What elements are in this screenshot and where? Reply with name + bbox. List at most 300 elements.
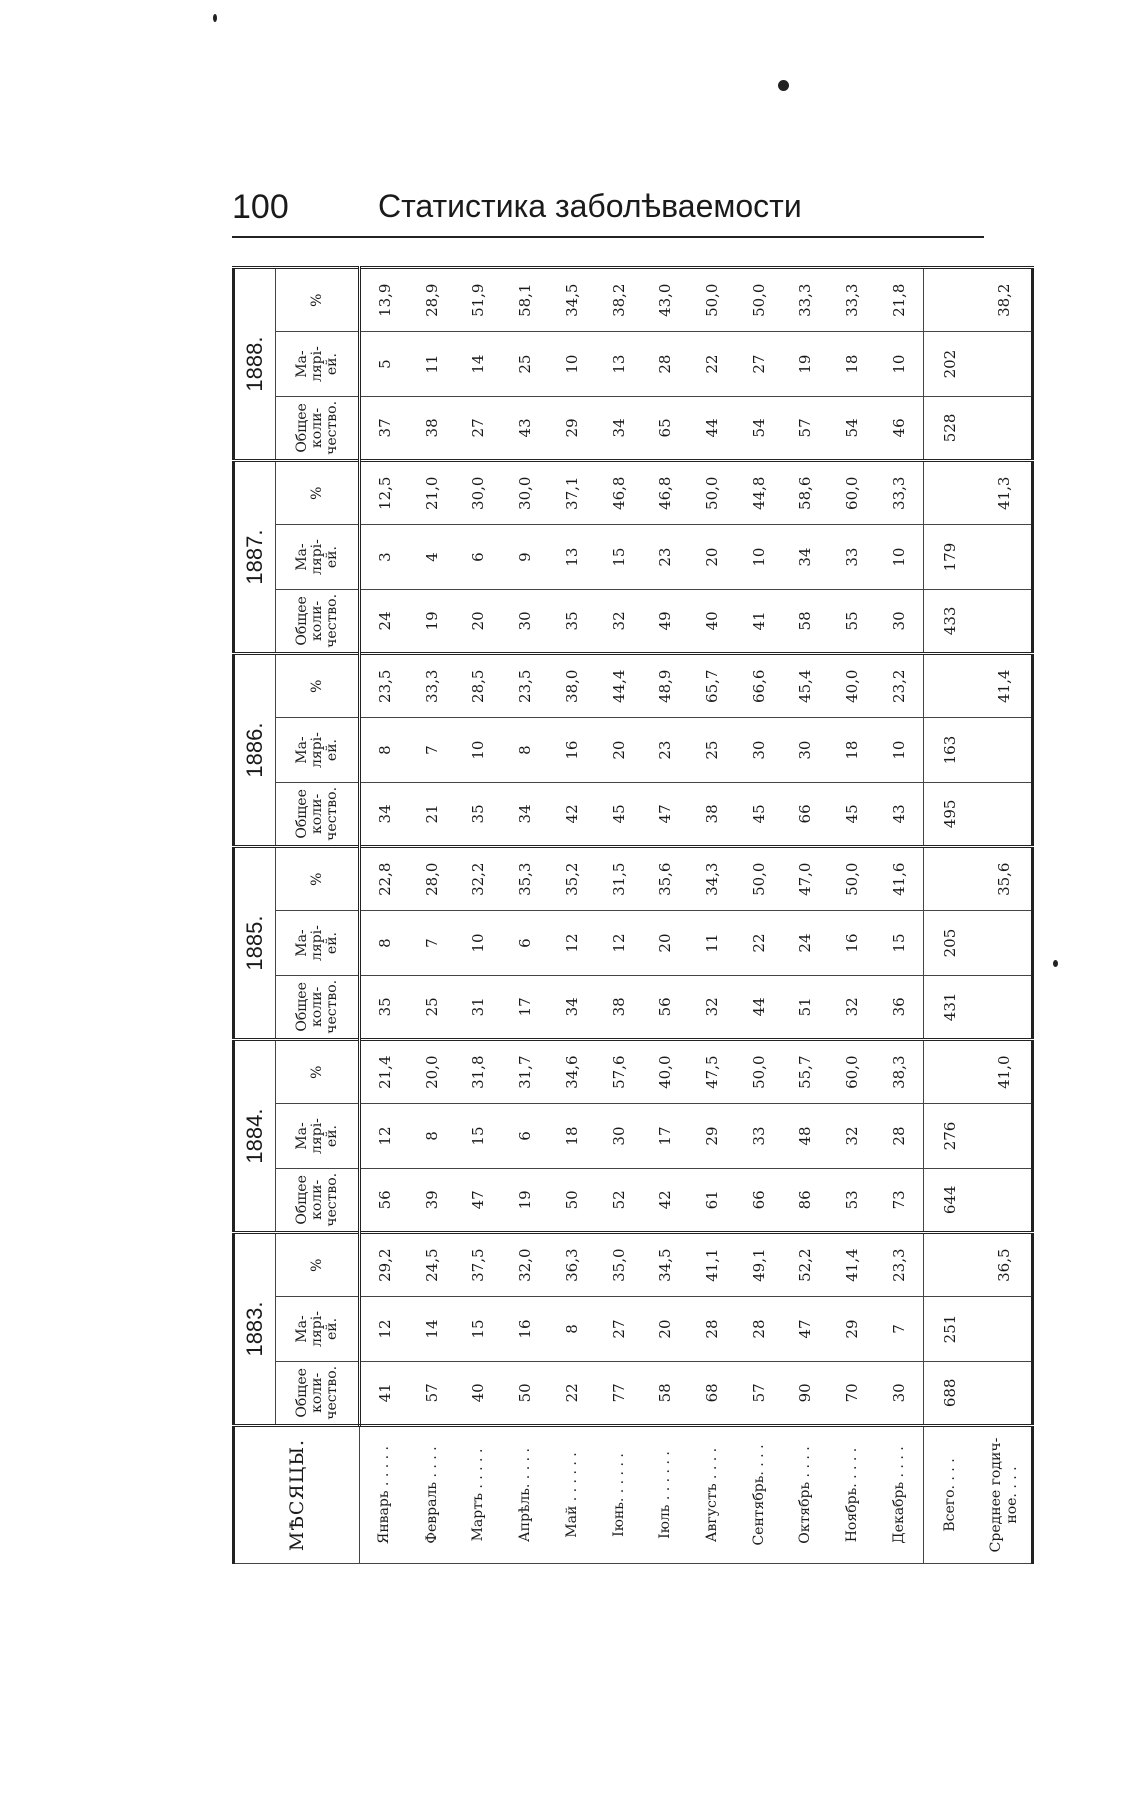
total-count-cell: 37: [360, 396, 409, 460]
month-name: Февраль . . . .: [408, 1426, 455, 1564]
total-count-cell: 30: [502, 589, 549, 653]
percent-cell: 35,2: [548, 847, 595, 911]
percent-cell: 43,0: [642, 268, 689, 332]
total-count-cell: 58: [782, 589, 829, 653]
total-count-cell: 35: [455, 782, 502, 846]
malaria-cell: 34: [782, 525, 829, 589]
malaria-cell: 10: [548, 332, 595, 396]
total-count-cell: 32: [689, 975, 736, 1039]
malaria-cell: 3: [360, 525, 409, 589]
malaria-cell: 48: [782, 1104, 829, 1168]
percent-header: %: [276, 268, 360, 332]
total-count-cell: 54: [829, 396, 876, 460]
malaria-cell: 11: [408, 332, 455, 396]
malaria-cell: 7: [408, 718, 455, 782]
malaria-cell: 8: [360, 911, 409, 975]
total-count-cell: 57: [782, 396, 829, 460]
malaria-header: Ма-лярі-ей.: [276, 718, 360, 782]
total-count-cell: 45: [595, 782, 642, 846]
total-count-cell: 34: [595, 396, 642, 460]
total-count-cell: 29: [548, 396, 595, 460]
month-name: Сентябрь. . . .: [735, 1426, 782, 1564]
total-count-cell: 55: [829, 589, 876, 653]
percent-cell: 40,0: [642, 1040, 689, 1104]
total-count-header: Общее коли-чество.: [276, 396, 360, 460]
percent-cell: 28,9: [408, 268, 455, 332]
percent-cell: 13,9: [360, 268, 409, 332]
totals-row: [923, 268, 977, 1564]
percent-cell: 49,1: [735, 1233, 782, 1297]
percent-cell: 21,8: [876, 268, 923, 332]
percent-cell: 31,5: [595, 847, 642, 911]
malaria-cell: 6: [502, 1104, 549, 1168]
empty-cell: [977, 911, 1032, 975]
percent-cell: 47,5: [689, 1040, 736, 1104]
malaria-cell: 20: [642, 911, 689, 975]
percent-cell: 30,0: [455, 461, 502, 525]
malaria-cell: 27: [595, 1297, 642, 1361]
malaria-cell: 16: [548, 718, 595, 782]
total-count-sum: 528: [923, 396, 977, 460]
percent-cell: 50,0: [735, 847, 782, 911]
total-count-cell: 68: [689, 1361, 736, 1425]
month-name: Мартъ . . . . .: [455, 1426, 502, 1564]
malaria-cell: 27: [735, 332, 782, 396]
percent-cell: 21,0: [408, 461, 455, 525]
percent-cell: 31,8: [455, 1040, 502, 1104]
percent-cell: 34,3: [689, 847, 736, 911]
total-count-cell: 38: [689, 782, 736, 846]
percent-cell: 38,2: [595, 268, 642, 332]
empty-cell: [923, 461, 977, 525]
empty-cell: [977, 589, 1032, 653]
month-name: Май . . . . . .: [548, 1426, 595, 1564]
total-count-cell: 77: [595, 1361, 642, 1425]
malaria-cell: 30: [735, 718, 782, 782]
percent-cell: 50,0: [829, 847, 876, 911]
percent-cell: 31,7: [502, 1040, 549, 1104]
total-count-cell: 58: [642, 1361, 689, 1425]
malaria-sum: 163: [923, 718, 977, 782]
percent-cell: 28,0: [408, 847, 455, 911]
month-name: Апрѣль. . . . .: [502, 1426, 549, 1564]
percent-cell: 33,3: [876, 461, 923, 525]
total-count-cell: 41: [360, 1361, 409, 1425]
malaria-cell: 6: [502, 911, 549, 975]
header-rule: [232, 236, 984, 238]
malaria-cell: 23: [642, 525, 689, 589]
empty-cell: [977, 1361, 1032, 1425]
malaria-cell: 10: [455, 718, 502, 782]
malaria-cell: 24: [782, 911, 829, 975]
malaria-cell: 14: [455, 332, 502, 396]
total-count-cell: 66: [782, 782, 829, 846]
percent-cell: 35,3: [502, 847, 549, 911]
month-row: [455, 268, 502, 1564]
percent-cell: 66,6: [735, 654, 782, 718]
total-count-cell: 61: [689, 1168, 736, 1232]
total-count-cell: 66: [735, 1168, 782, 1232]
percent-cell: 55,7: [782, 1040, 829, 1104]
average-percent-cell: 38,2: [977, 268, 1032, 332]
percent-cell: 50,0: [689, 268, 736, 332]
percent-cell: 33,3: [782, 268, 829, 332]
total-count-header: Общее коли-чество.: [276, 1168, 360, 1232]
average-percent-cell: 35,6: [977, 847, 1032, 911]
malaria-cell: 14: [408, 1297, 455, 1361]
total-count-cell: 38: [408, 396, 455, 460]
malaria-cell: 8: [360, 718, 409, 782]
percent-cell: 30,0: [502, 461, 549, 525]
total-count-cell: 21: [408, 782, 455, 846]
percent-cell: 41,4: [829, 1233, 876, 1297]
month-row: [408, 268, 455, 1564]
average-percent-cell: 41,3: [977, 461, 1032, 525]
total-count-cell: 52: [595, 1168, 642, 1232]
empty-cell: [977, 332, 1032, 396]
total-count-cell: 27: [455, 396, 502, 460]
year-header: 1885.: [234, 847, 276, 1040]
month-rows: [360, 268, 924, 1564]
percent-cell: 52,2: [782, 1233, 829, 1297]
percent-cell: 44,4: [595, 654, 642, 718]
malaria-sum: 205: [923, 911, 977, 975]
malaria-cell: 7: [876, 1297, 923, 1361]
total-count-cell: 25: [408, 975, 455, 1039]
total-count-cell: 54: [735, 396, 782, 460]
percent-cell: 37,1: [548, 461, 595, 525]
year-header: 1888.: [234, 268, 276, 461]
total-count-header: Общее коли-чество.: [276, 975, 360, 1039]
total-count-cell: 57: [408, 1361, 455, 1425]
page-header: [232, 188, 994, 232]
percent-cell: 12,5: [360, 461, 409, 525]
empty-cell: [923, 1233, 977, 1297]
total-count-cell: 45: [829, 782, 876, 846]
malaria-cell: 10: [876, 718, 923, 782]
year-header: 1883.: [234, 1233, 276, 1426]
month-name: Январь . . . . .: [360, 1426, 409, 1564]
percent-cell: 46,8: [595, 461, 642, 525]
malaria-header: Ма-лярі-ей.: [276, 525, 360, 589]
total-count-cell: 43: [876, 782, 923, 846]
total-count-cell: 47: [455, 1168, 502, 1232]
total-rows: [923, 268, 1033, 1564]
percent-cell: 23,5: [502, 654, 549, 718]
malaria-cell: 18: [548, 1104, 595, 1168]
total-count-cell: 40: [455, 1361, 502, 1425]
empty-cell: [977, 1168, 1032, 1232]
empty-cell: [977, 782, 1032, 846]
malaria-cell: 13: [595, 332, 642, 396]
malaria-header: Ма-лярі-ей.: [276, 332, 360, 396]
malaria-cell: 9: [502, 525, 549, 589]
month-row: [735, 268, 782, 1564]
percent-header: %: [276, 847, 360, 911]
malaria-sum: 251: [923, 1297, 977, 1361]
total-count-cell: 57: [735, 1361, 782, 1425]
total-count-cell: 24: [360, 589, 409, 653]
total-count-cell: 50: [548, 1168, 595, 1232]
morbidity-table: [232, 266, 1034, 1564]
malaria-cell: 12: [548, 911, 595, 975]
total-count-cell: 19: [408, 589, 455, 653]
percent-cell: 33,3: [408, 654, 455, 718]
total-count-cell: 43: [502, 396, 549, 460]
malaria-cell: 10: [455, 911, 502, 975]
month-name: Іюнь. . . . . .: [595, 1426, 642, 1564]
percent-cell: 41,6: [876, 847, 923, 911]
print-speck: [213, 14, 217, 22]
total-count-cell: 44: [735, 975, 782, 1039]
table-rotator: [232, 266, 1034, 1564]
malaria-cell: 5: [360, 332, 409, 396]
percent-cell: 45,4: [782, 654, 829, 718]
malaria-cell: 13: [548, 525, 595, 589]
percent-cell: 60,0: [829, 461, 876, 525]
percent-cell: 34,6: [548, 1040, 595, 1104]
malaria-cell: 28: [642, 332, 689, 396]
average-percent-cell: 36,5: [977, 1233, 1032, 1297]
malaria-cell: 47: [782, 1297, 829, 1361]
total-count-sum: 644: [923, 1168, 977, 1232]
month-name: Августъ . . . .: [689, 1426, 736, 1564]
percent-cell: 37,5: [455, 1233, 502, 1297]
year-header: 1886.: [234, 654, 276, 847]
total-count-cell: 70: [829, 1361, 876, 1425]
total-count-cell: 42: [548, 782, 595, 846]
percent-cell: 50,0: [689, 461, 736, 525]
month-name: Декабрь . . . .: [876, 1426, 923, 1564]
malaria-cell: 29: [689, 1104, 736, 1168]
total-count-cell: 31: [455, 975, 502, 1039]
malaria-cell: 17: [642, 1104, 689, 1168]
month-row: [502, 268, 549, 1564]
month-row: [782, 268, 829, 1564]
malaria-cell: 10: [876, 525, 923, 589]
totals-label: Всего. . . .: [923, 1426, 977, 1564]
total-count-cell: 47: [642, 782, 689, 846]
percent-cell: 29,2: [360, 1233, 409, 1297]
total-count-sum: 431: [923, 975, 977, 1039]
percent-header: %: [276, 1233, 360, 1297]
percent-header: %: [276, 1040, 360, 1104]
total-count-cell: 73: [876, 1168, 923, 1232]
year-header-row: [234, 268, 276, 1564]
percent-cell: 50,0: [735, 268, 782, 332]
malaria-cell: 25: [502, 332, 549, 396]
empty-cell: [923, 1040, 977, 1104]
total-count-sum: 688: [923, 1361, 977, 1425]
month-row: [360, 268, 409, 1564]
malaria-sum: 179: [923, 525, 977, 589]
malaria-cell: 33: [829, 525, 876, 589]
percent-cell: 32,0: [502, 1233, 549, 1297]
total-count-cell: 86: [782, 1168, 829, 1232]
percent-cell: 32,2: [455, 847, 502, 911]
total-count-cell: 49: [642, 589, 689, 653]
empty-cell: [977, 525, 1032, 589]
year-header: 1884.: [234, 1040, 276, 1233]
total-count-sum: 433: [923, 589, 977, 653]
page-title: Статистика заболѣваемости: [378, 188, 802, 224]
malaria-cell: 18: [829, 718, 876, 782]
malaria-cell: 10: [735, 525, 782, 589]
total-count-cell: 35: [548, 589, 595, 653]
total-count-cell: 41: [735, 589, 782, 653]
month-row: [548, 268, 595, 1564]
malaria-cell: 33: [735, 1104, 782, 1168]
empty-cell: [977, 975, 1032, 1039]
percent-cell: 65,7: [689, 654, 736, 718]
total-count-sum: 495: [923, 782, 977, 846]
total-count-cell: 45: [735, 782, 782, 846]
months-column-header: МѢСЯЦЫ.: [234, 1426, 360, 1564]
malaria-cell: 28: [876, 1104, 923, 1168]
month-name: Ноябрь. . . . .: [829, 1426, 876, 1564]
malaria-cell: 29: [829, 1297, 876, 1361]
empty-cell: [977, 1104, 1032, 1168]
percent-cell: 35,6: [642, 847, 689, 911]
malaria-cell: 8: [502, 718, 549, 782]
malaria-cell: 12: [360, 1104, 409, 1168]
percent-cell: 44,8: [735, 461, 782, 525]
percent-cell: 22,8: [360, 847, 409, 911]
average-row: [977, 268, 1032, 1564]
month-name: Октябрь . . . .: [782, 1426, 829, 1564]
empty-cell: [923, 847, 977, 911]
malaria-cell: 15: [455, 1297, 502, 1361]
malaria-cell: 19: [782, 332, 829, 396]
total-count-cell: 34: [548, 975, 595, 1039]
empty-cell: [923, 654, 977, 718]
total-count-cell: 50: [502, 1361, 549, 1425]
month-name: Іюль . . . . . .: [642, 1426, 689, 1564]
malaria-cell: 32: [829, 1104, 876, 1168]
print-speck: [1053, 960, 1058, 967]
month-row: [876, 268, 923, 1564]
malaria-cell: 20: [642, 1297, 689, 1361]
malaria-cell: 7: [408, 911, 455, 975]
percent-cell: 28,5: [455, 654, 502, 718]
malaria-cell: 22: [735, 911, 782, 975]
malaria-cell: 10: [876, 332, 923, 396]
percent-cell: 23,5: [360, 654, 409, 718]
total-count-cell: 46: [876, 396, 923, 460]
malaria-cell: 12: [360, 1297, 409, 1361]
percent-cell: 48,9: [642, 654, 689, 718]
total-count-cell: 34: [360, 782, 409, 846]
total-count-cell: 19: [502, 1168, 549, 1232]
percent-cell: 23,2: [876, 654, 923, 718]
empty-cell: [977, 396, 1032, 460]
total-count-header: Общее коли-чество.: [276, 1361, 360, 1425]
malaria-cell: 28: [735, 1297, 782, 1361]
empty-cell: [977, 1297, 1032, 1361]
percent-cell: 35,0: [595, 1233, 642, 1297]
malaria-cell: 28: [689, 1297, 736, 1361]
year-header: 1887.: [234, 461, 276, 654]
percent-cell: 38,0: [548, 654, 595, 718]
malaria-cell: 6: [455, 525, 502, 589]
percent-cell: 58,6: [782, 461, 829, 525]
average-percent-cell: 41,0: [977, 1040, 1032, 1104]
total-count-cell: 90: [782, 1361, 829, 1425]
percent-cell: 40,0: [829, 654, 876, 718]
percent-cell: 24,5: [408, 1233, 455, 1297]
total-count-cell: 51: [782, 975, 829, 1039]
percent-cell: 51,9: [455, 268, 502, 332]
total-count-cell: 40: [689, 589, 736, 653]
empty-cell: [977, 718, 1032, 782]
percent-cell: 20,0: [408, 1040, 455, 1104]
percent-header: %: [276, 654, 360, 718]
page-number: 100: [232, 188, 289, 226]
malaria-cell: 8: [548, 1297, 595, 1361]
malaria-sum: 202: [923, 332, 977, 396]
month-row: [829, 268, 876, 1564]
total-count-cell: 56: [642, 975, 689, 1039]
malaria-cell: 16: [502, 1297, 549, 1361]
percent-cell: 21,4: [360, 1040, 409, 1104]
total-count-cell: 20: [455, 589, 502, 653]
malaria-cell: 15: [876, 911, 923, 975]
total-count-cell: 34: [502, 782, 549, 846]
malaria-cell: 30: [782, 718, 829, 782]
subheader-row: [276, 268, 360, 1564]
total-count-cell: 32: [595, 589, 642, 653]
percent-cell: 58,1: [502, 268, 549, 332]
percent-cell: 36,3: [548, 1233, 595, 1297]
total-count-cell: 30: [876, 589, 923, 653]
percent-cell: 57,6: [595, 1040, 642, 1104]
total-count-cell: 56: [360, 1168, 409, 1232]
malaria-header: Ма-лярі-ей.: [276, 1104, 360, 1168]
malaria-sum: 276: [923, 1104, 977, 1168]
total-count-cell: 39: [408, 1168, 455, 1232]
malaria-cell: 25: [689, 718, 736, 782]
month-row: [595, 268, 642, 1564]
percent-cell: 23,3: [876, 1233, 923, 1297]
percent-cell: 46,8: [642, 461, 689, 525]
malaria-cell: 23: [642, 718, 689, 782]
empty-cell: [923, 268, 977, 332]
malaria-cell: 30: [595, 1104, 642, 1168]
total-count-cell: 35: [360, 975, 409, 1039]
average-label: Среднее годич-ное. . . .: [977, 1426, 1032, 1564]
malaria-cell: 11: [689, 911, 736, 975]
print-speck: [778, 80, 789, 91]
malaria-cell: 4: [408, 525, 455, 589]
malaria-cell: 22: [689, 332, 736, 396]
percent-cell: 50,0: [735, 1040, 782, 1104]
month-row: [642, 268, 689, 1564]
total-count-cell: 36: [876, 975, 923, 1039]
percent-cell: 34,5: [548, 268, 595, 332]
malaria-cell: 20: [689, 525, 736, 589]
total-count-cell: 65: [642, 396, 689, 460]
average-percent-cell: 41,4: [977, 654, 1032, 718]
month-row: [689, 268, 736, 1564]
malaria-header: Ма-лярі-ей.: [276, 911, 360, 975]
malaria-cell: 15: [595, 525, 642, 589]
percent-cell: 47,0: [782, 847, 829, 911]
total-count-cell: 17: [502, 975, 549, 1039]
malaria-cell: 20: [595, 718, 642, 782]
percent-cell: 38,3: [876, 1040, 923, 1104]
percent-cell: 33,3: [829, 268, 876, 332]
total-count-cell: 22: [548, 1361, 595, 1425]
